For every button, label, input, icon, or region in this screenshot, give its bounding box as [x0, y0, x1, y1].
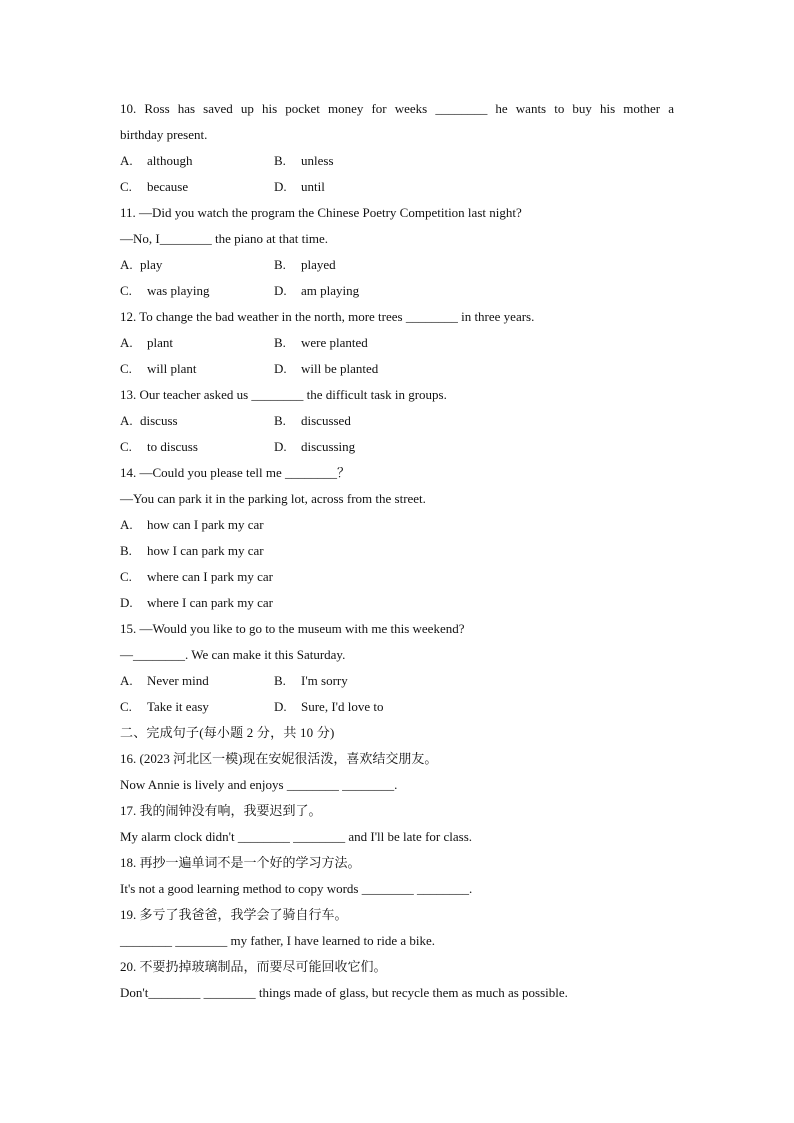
- option-text: although: [147, 153, 193, 168]
- q10-stem-line2: birthday present.: [120, 127, 208, 142]
- option-label: A.: [120, 517, 133, 532]
- q20-english: Don't________ ________ things made of glass, but recycle them as much as possible.: [120, 985, 568, 1000]
- option-text: plant: [147, 335, 173, 350]
- section-heading: 二、完成句子(每小题 2 分，共 10 分): [120, 725, 335, 740]
- option-label: C.: [120, 699, 132, 714]
- option-label: C.: [120, 569, 132, 584]
- option-text: where can I park my car: [147, 569, 273, 584]
- q15-option-a: [120, 673, 209, 689]
- q11-stem-line2: —No, I________ the piano at that time.: [120, 231, 328, 246]
- option-text: to discuss: [147, 439, 198, 454]
- option-text: will be planted: [301, 361, 379, 376]
- option-label: B.: [274, 673, 286, 688]
- q17-chinese: 17. 我的闹钟没有响，我要迟到了。: [120, 803, 322, 818]
- option-label: B.: [274, 413, 286, 428]
- option-label: A.: [120, 335, 133, 350]
- q14-option-b: [120, 543, 264, 559]
- q11-option-d: [274, 283, 359, 299]
- q13-option-b: [274, 413, 351, 429]
- option-label: B.: [274, 257, 286, 272]
- option-text: Never mind: [147, 673, 209, 688]
- option-text: unless: [301, 153, 334, 168]
- q12-stem-line1: 12. To change the bad weather in the north, more trees ________ in three years.: [120, 309, 535, 324]
- q13-stem-line1: 13. Our teacher asked us ________ the difficult task in groups.: [120, 387, 447, 402]
- q13-option-a: [120, 413, 178, 429]
- q11-stem-line1: 11. —Did you watch the program the Chinese Poetry Competition last night?: [120, 205, 522, 220]
- option-label: C.: [120, 283, 132, 298]
- q16-chinese: 16. (2023 河北区一模)现在安妮很活泼，喜欢结交朋友。: [120, 751, 438, 766]
- q14-option-c: [120, 569, 273, 585]
- q14-option-a: [120, 517, 264, 533]
- q12-option-b: [274, 335, 368, 351]
- option-label: C.: [120, 179, 132, 194]
- q17-english: My alarm clock didn't ________ ________ and I'll be late for class.: [120, 829, 472, 844]
- option-text: Sure, I'd love to: [301, 699, 384, 714]
- q12-option-c: [120, 361, 196, 377]
- q15-option-d: [274, 699, 384, 715]
- q10-option-c: [120, 179, 188, 195]
- option-text: how can I park my car: [147, 517, 264, 532]
- q10-option-b: [274, 153, 334, 169]
- option-text: was playing: [147, 283, 210, 298]
- option-text: will plant: [147, 361, 197, 376]
- q13-option-d: [274, 439, 355, 455]
- option-text: where I can park my car: [147, 595, 273, 610]
- option-text: were planted: [301, 335, 368, 350]
- option-label: A.: [120, 153, 133, 168]
- q12-option-a: [120, 335, 173, 351]
- option-text: discussing: [301, 439, 356, 454]
- option-label: C.: [120, 439, 132, 454]
- q10-option-a: [120, 153, 193, 169]
- q18-english: It's not a good learning method to copy words ________ ________.: [120, 881, 473, 896]
- option-text: am playing: [301, 283, 360, 298]
- option-label: A.: [120, 257, 133, 272]
- option-label: D.: [274, 699, 287, 714]
- q11-option-b: [274, 257, 336, 273]
- option-label: B.: [274, 153, 286, 168]
- q15-option-c: [120, 699, 209, 715]
- option-text: how I can park my car: [147, 543, 264, 558]
- option-label: D.: [274, 361, 287, 376]
- q14-stem-line2: —You can park it in the parking lot, across from the street.: [120, 491, 426, 506]
- q15-stem-line1: 15. —Would you like to go to the museum with me this weekend?: [120, 621, 465, 636]
- q11-option-a: [120, 257, 162, 273]
- option-text: because: [147, 179, 189, 194]
- option-label: C.: [120, 361, 132, 376]
- option-text: until: [301, 179, 325, 194]
- q10-option-d: [274, 179, 325, 195]
- option-label: D.: [120, 595, 133, 610]
- q15-option-b: [274, 673, 348, 689]
- option-label: A.: [120, 413, 133, 428]
- option-label: B.: [120, 543, 132, 558]
- option-text: discussed: [301, 413, 351, 428]
- q18-chinese: 18. 再抄一遍单词不是一个好的学习方法。: [120, 855, 361, 870]
- q16-english: Now Annie is lively and enjoys ________ ________.: [120, 777, 398, 792]
- option-label: D.: [274, 439, 287, 454]
- option-text: Take it easy: [147, 699, 209, 714]
- option-label: B.: [274, 335, 286, 350]
- q19-chinese: 19. 多亏了我爸爸，我学会了骑自行车。: [120, 907, 348, 922]
- q12-option-d: [274, 361, 378, 377]
- q19-english: ________ ________ my father, I have learned to ride a bike.: [120, 933, 435, 948]
- option-text: play: [140, 257, 163, 272]
- q20-chinese: 20. 不要扔掉玻璃制品，而要尽可能回收它们。: [120, 959, 387, 974]
- option-text: I'm sorry: [301, 673, 348, 688]
- q11-option-c: [120, 283, 209, 299]
- q13-option-c: [120, 439, 198, 455]
- q14-option-d: [120, 595, 273, 611]
- option-text: played: [301, 257, 336, 272]
- option-text: discuss: [140, 413, 178, 428]
- q14-stem-line1: 14. —Could you please tell me ________？: [120, 465, 351, 480]
- q10-stem-line1: 10. Ross has saved up his pocket money for weeks ________ he wants to buy his mother a: [120, 101, 674, 116]
- q15-stem-line2: —________. We can make it this Saturday.: [120, 647, 346, 662]
- option-label: D.: [274, 283, 287, 298]
- option-label: D.: [274, 179, 287, 194]
- option-label: A.: [120, 673, 133, 688]
